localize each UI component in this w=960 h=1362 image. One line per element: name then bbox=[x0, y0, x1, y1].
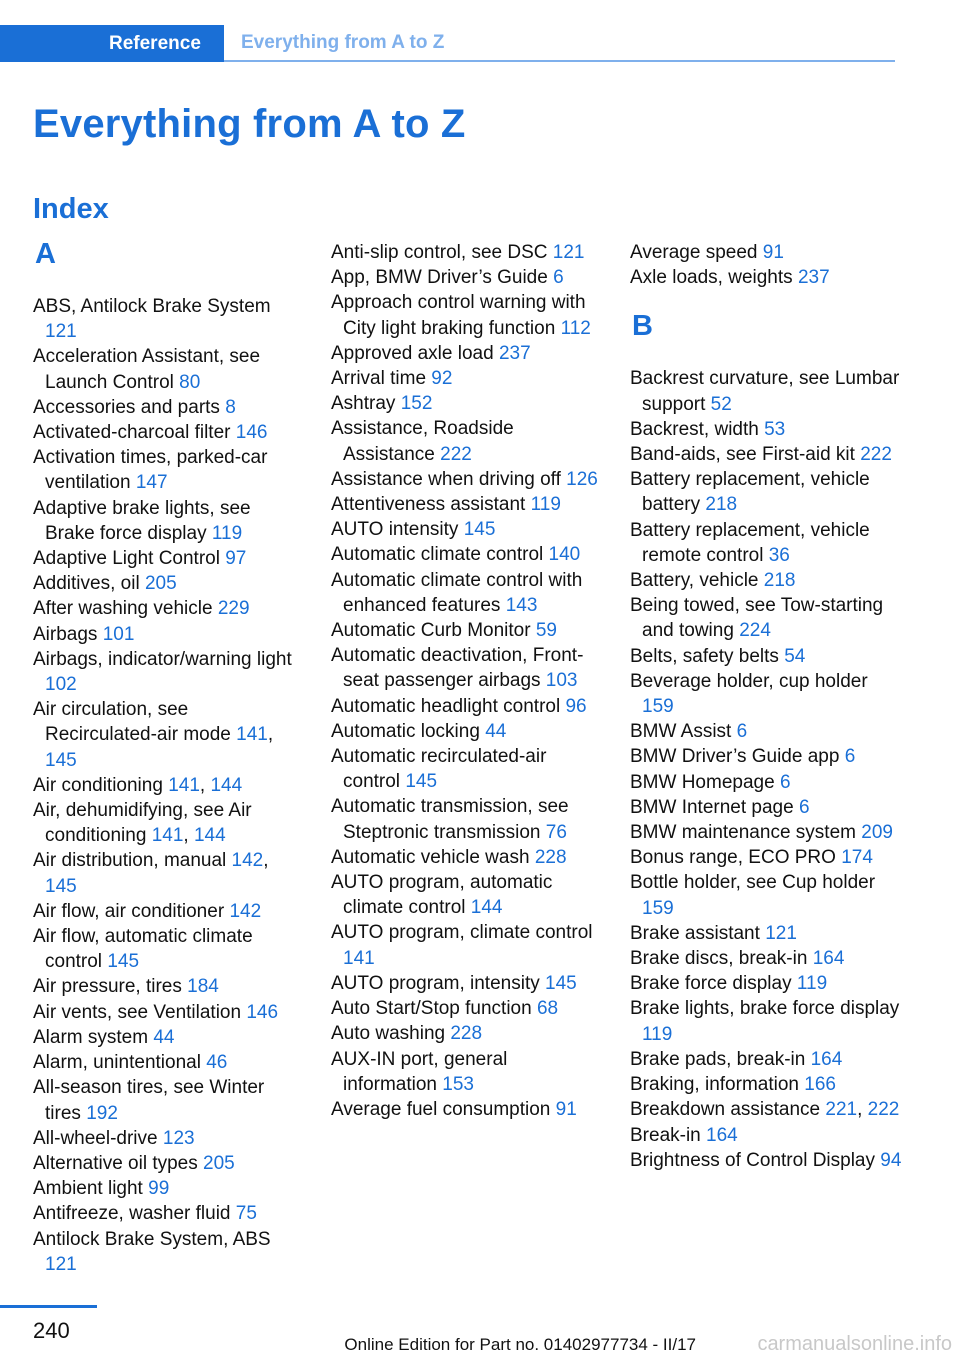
index-entry-term: Additives, oil bbox=[33, 573, 140, 595]
index-entry bbox=[630, 568, 902, 593]
index-entry bbox=[331, 996, 603, 1021]
index-entry bbox=[331, 744, 603, 794]
index-entry bbox=[33, 1025, 301, 1050]
page-link[interactable]: 153 bbox=[442, 1073, 474, 1095]
page-link[interactable]: 228 bbox=[534, 846, 567, 868]
page-link[interactable]: 141 bbox=[236, 724, 268, 746]
page-link[interactable]: 146 bbox=[235, 422, 268, 444]
index-entry-term: Attentiveness assistant bbox=[331, 494, 526, 516]
index-letter-a: A bbox=[35, 238, 56, 270]
index-entry-term: Air circulation, see Recirculated-air mode bbox=[33, 699, 231, 746]
index-entry bbox=[331, 517, 603, 542]
index-entry bbox=[630, 265, 902, 290]
page-link[interactable]: 121 bbox=[765, 922, 797, 944]
entry-list bbox=[630, 366, 902, 1173]
index-entry-term: Air distribution, manual bbox=[33, 850, 227, 872]
index-entry bbox=[33, 420, 301, 445]
index-entry bbox=[630, 518, 902, 568]
index-entry-term: BMW Internet page bbox=[630, 796, 794, 818]
index-entry-term: Air flow, air conditioner bbox=[33, 900, 225, 922]
index-entry bbox=[630, 467, 902, 517]
index-entry bbox=[33, 596, 301, 621]
page-link[interactable]: 224 bbox=[739, 620, 771, 642]
page-link[interactable]: 126 bbox=[566, 468, 598, 490]
page-link[interactable]: 147 bbox=[135, 472, 168, 494]
index-entry-term: Antilock Brake System, ABS bbox=[33, 1228, 271, 1250]
index-entry-term: Automatic Curb Monitor bbox=[331, 620, 531, 642]
page-link[interactable]: 145 bbox=[45, 749, 77, 771]
index-entry-term: Assistance when driving off bbox=[331, 468, 561, 490]
index-entry-term: Brightness of Control Display bbox=[630, 1149, 875, 1171]
index-entry bbox=[331, 391, 603, 416]
page-link[interactable]: 166 bbox=[804, 1074, 836, 1096]
index-entry bbox=[33, 344, 301, 394]
header-chapter-tab[interactable]: Everything from A to Z bbox=[224, 25, 895, 62]
index-entry bbox=[331, 265, 603, 290]
page-link[interactable]: 46 bbox=[206, 1052, 228, 1074]
page-link[interactable]: 99 bbox=[148, 1178, 170, 1200]
index-entry-term: Being towed, see Tow-starting and towing bbox=[630, 595, 884, 642]
index-entry bbox=[630, 669, 902, 719]
index-column-3 bbox=[630, 240, 902, 1173]
page-link[interactable]: 91 bbox=[762, 242, 784, 263]
page-link[interactable]: 97 bbox=[225, 548, 247, 570]
index-entry-term: Bottle holder, see Cup holder bbox=[630, 872, 876, 894]
index-entry-term: ABS, Antilock Brake System bbox=[33, 296, 271, 317]
index-entry-term: Approach control warning with City light braking function bbox=[331, 292, 586, 339]
index-entry: Air conditioning 141, 144 bbox=[33, 774, 243, 796]
index-entry bbox=[630, 921, 902, 946]
index-entry-term: Arrival time bbox=[331, 368, 427, 390]
page-link[interactable]: 123 bbox=[162, 1127, 195, 1149]
page-link[interactable]: 145 bbox=[545, 972, 577, 994]
index-entry-term: Acceleration Assistant, see Launch Control bbox=[33, 346, 261, 393]
index-entry bbox=[630, 795, 902, 820]
page-link[interactable]: 145 bbox=[405, 771, 438, 793]
index-entry bbox=[630, 971, 902, 996]
index-entry bbox=[331, 618, 603, 643]
page-link[interactable]: 52 bbox=[710, 393, 732, 415]
index-entry-term: Adaptive Light Control bbox=[33, 548, 220, 570]
index-entry-term: Air flow, automatic climate control bbox=[33, 926, 253, 973]
index-entry bbox=[331, 290, 603, 340]
index-entry-term: Ashtray bbox=[331, 393, 396, 415]
index-entry bbox=[33, 395, 301, 420]
page-link[interactable]: 44 bbox=[153, 1026, 175, 1048]
index-entry-term: Automatic climate control bbox=[331, 544, 544, 566]
index-entry-term: Average speed bbox=[630, 242, 758, 263]
index-entry-term: Alarm system bbox=[33, 1026, 149, 1048]
index-entry-term: Auto washing bbox=[331, 1023, 446, 1045]
index-entry bbox=[630, 1072, 902, 1097]
index-entry bbox=[630, 1148, 902, 1173]
index-entry bbox=[33, 546, 301, 571]
index-entry bbox=[331, 971, 603, 996]
index-entry bbox=[33, 1050, 301, 1075]
index-entry bbox=[33, 1126, 301, 1151]
index-entry-term: Automatic climate control with enhanced features bbox=[331, 569, 583, 616]
index-column-1 bbox=[33, 240, 301, 1277]
index-entry-term: After washing vehicle bbox=[33, 598, 213, 620]
index-entry: Air distribution, manual 142, 145 bbox=[33, 850, 269, 897]
index-entry bbox=[331, 870, 603, 920]
index-entry-term: Automatic recirculated-air control bbox=[331, 746, 547, 793]
index-entry bbox=[33, 571, 301, 596]
index-entry bbox=[630, 870, 902, 920]
footer-rule bbox=[0, 1305, 97, 1308]
index-entry bbox=[630, 719, 902, 744]
page-link[interactable]: 164 bbox=[810, 1048, 843, 1070]
index-entry-term: AUTO program, automatic climate control bbox=[331, 872, 553, 919]
index-entry-term: Break-in bbox=[630, 1124, 701, 1146]
index-letter-b: B bbox=[632, 310, 653, 343]
index-entry-term: Backrest, width bbox=[630, 418, 759, 440]
index-entry bbox=[630, 644, 902, 669]
page-link[interactable]: 222 bbox=[867, 1099, 900, 1121]
index-entry bbox=[33, 622, 301, 647]
page-link[interactable]: 228 bbox=[450, 1023, 483, 1045]
index-entry-term: Battery replacement, vehicle battery bbox=[630, 469, 870, 516]
index-entry-term: Brake discs, break-in bbox=[630, 948, 808, 970]
index-entry-term: Ambient light bbox=[33, 1178, 143, 1200]
index-entry-term: Braking, information bbox=[630, 1074, 799, 1096]
index-entry-term: Bonus range, ECO PRO bbox=[630, 847, 836, 869]
index-entry bbox=[331, 845, 603, 870]
entry-list bbox=[33, 294, 301, 1277]
index-entry bbox=[33, 924, 301, 974]
index-entry-term: Air conditioning bbox=[33, 774, 163, 796]
index-entry bbox=[331, 643, 603, 693]
page-link[interactable]: 6 bbox=[844, 746, 856, 768]
index-entry bbox=[331, 366, 603, 391]
index-entry bbox=[331, 719, 603, 744]
index-title: Index bbox=[33, 193, 109, 225]
page-link[interactable]: 6 bbox=[798, 796, 810, 818]
index-entry-term: BMW Driver’s Guide app bbox=[630, 746, 840, 768]
index-entry-term: Backrest curvature, see Lumbar support bbox=[630, 368, 900, 415]
index-entry bbox=[33, 1227, 301, 1277]
index-entry bbox=[331, 492, 603, 517]
page-title: Everything from A to Z bbox=[33, 102, 466, 146]
index-entry-term: Brake lights, brake force display bbox=[630, 998, 900, 1020]
index-entry-term: BMW Homepage bbox=[630, 771, 775, 793]
index-entry: Air, dehumidifying, see Air conditioning 141, 144 bbox=[33, 800, 252, 847]
page-link[interactable]: 101 bbox=[102, 623, 135, 645]
index-entry bbox=[331, 542, 603, 567]
index-entry bbox=[331, 1097, 603, 1122]
entry-list bbox=[331, 240, 603, 1122]
index-entry-term: AUTO program, climate control bbox=[331, 922, 593, 944]
page-link[interactable]: 144 bbox=[210, 774, 243, 796]
index-entry-term: AUTO intensity bbox=[331, 519, 459, 541]
page-link[interactable]: 119 bbox=[530, 494, 561, 516]
index-entry bbox=[630, 1123, 902, 1148]
index-entry: Air circulation, see Recirculated-air mode 141, 145 bbox=[33, 699, 274, 771]
index-entry bbox=[33, 1176, 301, 1201]
index-entry bbox=[33, 647, 301, 697]
index-entry bbox=[331, 1047, 603, 1097]
page-link[interactable]: 145 bbox=[463, 519, 496, 541]
page-link[interactable]: 164 bbox=[706, 1124, 738, 1146]
page-link[interactable]: 121 bbox=[45, 321, 77, 343]
page-link[interactable]: 152 bbox=[400, 393, 433, 415]
page-link[interactable]: 174 bbox=[841, 847, 873, 869]
index-column-2 bbox=[331, 240, 603, 1122]
index-entry bbox=[331, 694, 603, 719]
edition-note: Online Edition for Part no. 01402977734 - II/17 bbox=[344, 1335, 696, 1354]
index-entry bbox=[33, 1000, 301, 1025]
page-link[interactable]: 94 bbox=[880, 1149, 902, 1171]
index-entry-term: Air, dehumidifying, see Air conditioning bbox=[33, 800, 252, 847]
page-link[interactable]: 144 bbox=[470, 897, 503, 919]
page-link[interactable]: 144 bbox=[193, 825, 226, 847]
index-entry-term: Automatic deactivation, Front-seat passenger airbags bbox=[331, 645, 584, 692]
index-entry bbox=[331, 467, 603, 492]
index-entry bbox=[630, 366, 902, 416]
page-link[interactable]: 119 bbox=[796, 973, 828, 995]
page-link[interactable]: 6 bbox=[736, 721, 748, 743]
page-link[interactable]: 36 bbox=[768, 544, 790, 566]
page-link[interactable]: 68 bbox=[536, 998, 559, 1020]
index-entry bbox=[331, 568, 603, 618]
page-link[interactable]: 222 bbox=[440, 443, 472, 465]
index-entry-term: Beverage holder, cup holder bbox=[630, 670, 868, 692]
page-link[interactable]: 141 bbox=[151, 825, 184, 847]
page-link[interactable]: 218 bbox=[763, 570, 796, 592]
index-entry bbox=[630, 593, 902, 643]
page-link[interactable]: 141 bbox=[168, 774, 200, 796]
index-entry-term: Assistance, Roadside Assistance bbox=[331, 418, 514, 465]
index-entry bbox=[630, 770, 902, 795]
index-entry bbox=[331, 341, 603, 366]
page-link[interactable]: 92 bbox=[431, 368, 453, 390]
page-link[interactable]: 229 bbox=[217, 598, 250, 620]
index-entry-term: Airbags bbox=[33, 623, 98, 645]
index-entry-term: Automatic locking bbox=[331, 720, 480, 742]
index-entry-term: Axle loads, weights bbox=[630, 267, 793, 289]
index-entry-term: Band-aids, see First-aid kit bbox=[630, 444, 855, 466]
page-link[interactable]: 76 bbox=[545, 821, 567, 843]
index-entry-term: BMW maintenance system bbox=[630, 822, 856, 844]
page-link[interactable]: 237 bbox=[498, 342, 531, 364]
page-link[interactable]: 205 bbox=[144, 573, 177, 595]
watermark: carmanualsonline.info bbox=[757, 1333, 952, 1355]
page-link[interactable]: 96 bbox=[565, 695, 587, 717]
index-entry-term: Accessories and parts bbox=[33, 396, 220, 418]
page-link[interactable]: 222 bbox=[860, 444, 892, 466]
page-link[interactable]: 141 bbox=[343, 947, 375, 969]
index-entry-term: Air vents, see Ventilation bbox=[33, 1001, 242, 1023]
entry-list bbox=[630, 240, 902, 290]
index-entry-term: App, BMW Driver’s Guide bbox=[331, 267, 548, 289]
index-entry bbox=[630, 417, 902, 442]
index-entry bbox=[33, 1151, 301, 1176]
page-link[interactable]: 143 bbox=[505, 594, 538, 616]
index-entry-term: Belts, safety belts bbox=[630, 645, 779, 667]
index-entry-term: Air pressure, tires bbox=[33, 976, 182, 998]
index-entry bbox=[33, 445, 301, 495]
header-section-tab[interactable]: Reference bbox=[92, 25, 224, 62]
index-entry-term: Activation times, parked-car ventilation bbox=[33, 447, 268, 494]
index-entry-term: Airbags, indicator/warning light bbox=[33, 648, 292, 670]
index-entry-term: AUX-IN port, general information bbox=[331, 1048, 508, 1095]
index-entry bbox=[630, 820, 902, 845]
page-link[interactable]: 140 bbox=[548, 544, 581, 566]
index-entry bbox=[630, 744, 902, 769]
page-link[interactable]: 205 bbox=[203, 1152, 235, 1174]
index-entry-term: Alternative oil types bbox=[33, 1152, 198, 1174]
index-entry-term: All-season tires, see Winter tires bbox=[33, 1077, 265, 1124]
index-entry-term: Brake assistant bbox=[630, 922, 760, 944]
page-link[interactable]: 119 bbox=[642, 1023, 673, 1045]
page-link[interactable]: 145 bbox=[45, 875, 77, 897]
page-link[interactable]: 102 bbox=[45, 674, 77, 696]
index-entry-term: Antifreeze, washer fluid bbox=[33, 1203, 231, 1225]
index-entry-term: Automatic headlight control bbox=[331, 695, 561, 717]
index-entry: Breakdown assistance 221, 222 bbox=[630, 1099, 900, 1121]
index-entry bbox=[630, 946, 902, 971]
index-entry bbox=[331, 240, 603, 265]
page-link[interactable]: 59 bbox=[535, 620, 557, 642]
page-link[interactable]: 8 bbox=[225, 396, 236, 418]
index-entry-term: Brake force display bbox=[630, 973, 792, 995]
page-number: 240 bbox=[33, 1318, 70, 1343]
index-entry-term: AUTO program, intensity bbox=[331, 972, 540, 994]
index-entry bbox=[331, 920, 603, 970]
running-header bbox=[0, 25, 895, 62]
page-link[interactable]: 6 bbox=[553, 267, 564, 289]
page-link[interactable]: 192 bbox=[86, 1102, 118, 1124]
page-link[interactable]: 237 bbox=[797, 267, 830, 289]
index-entry-term: Breakdown assistance bbox=[630, 1099, 821, 1121]
index-entry bbox=[331, 1021, 603, 1046]
index-entry-term: All-wheel-drive bbox=[33, 1127, 158, 1149]
page-link[interactable]: 159 bbox=[642, 897, 674, 919]
index-entry-term: Automatic transmission, see Steptronic transmission bbox=[331, 796, 569, 843]
index-entry-term: Battery, vehicle bbox=[630, 570, 759, 592]
index-entry-term: Approved axle load bbox=[331, 342, 494, 364]
page-link[interactable]: 146 bbox=[246, 1001, 279, 1023]
index-entry-term: BMW Assist bbox=[630, 721, 732, 743]
page-link[interactable]: 209 bbox=[861, 822, 893, 844]
index-entry bbox=[630, 996, 902, 1046]
page-link[interactable]: 6 bbox=[779, 771, 791, 793]
index-entry-term: Automatic vehicle wash bbox=[331, 846, 530, 868]
page-link[interactable]: 142 bbox=[231, 850, 264, 872]
index-entry bbox=[33, 294, 301, 344]
page-link[interactable]: 75 bbox=[235, 1203, 257, 1225]
index-entry-term: Battery replacement, vehicle remote control bbox=[630, 519, 870, 566]
page-link[interactable]: 164 bbox=[812, 948, 845, 970]
index-entry-term: Average fuel consumption bbox=[331, 1098, 551, 1120]
index-entry-term: Adaptive brake lights, see Brake force display bbox=[33, 497, 251, 544]
index-entry-term: Alarm, unintentional bbox=[33, 1052, 201, 1074]
page-link[interactable]: 159 bbox=[642, 696, 674, 718]
page-link[interactable]: 54 bbox=[784, 645, 806, 667]
page-link[interactable]: 112 bbox=[560, 317, 591, 339]
page-link[interactable]: 91 bbox=[555, 1098, 577, 1120]
page-link[interactable]: 145 bbox=[107, 951, 140, 973]
index-entry bbox=[630, 240, 902, 265]
index-entry bbox=[33, 1075, 301, 1125]
page-link[interactable]: 121 bbox=[552, 242, 585, 263]
page-link[interactable]: 221 bbox=[825, 1099, 858, 1121]
page-link[interactable]: 184 bbox=[187, 976, 219, 998]
index-entry bbox=[630, 1047, 902, 1072]
page-link[interactable]: 53 bbox=[764, 418, 786, 440]
page-link[interactable]: 218 bbox=[705, 494, 738, 516]
index-entry bbox=[33, 974, 301, 999]
index-entry-term: Brake pads, break-in bbox=[630, 1048, 806, 1070]
page-link[interactable]: 103 bbox=[545, 670, 578, 692]
index-entry bbox=[630, 845, 902, 870]
index-entry-term: Auto Start/Stop function bbox=[331, 998, 532, 1020]
page-link[interactable]: 121 bbox=[45, 1253, 77, 1275]
index-entry bbox=[33, 496, 301, 546]
page-link[interactable]: 44 bbox=[485, 720, 507, 742]
header-accent-bar bbox=[0, 25, 92, 62]
page-link[interactable]: 142 bbox=[229, 900, 262, 922]
index-entry-term: Anti-slip control, see DSC bbox=[331, 242, 548, 263]
index-entry-term: Activated-charcoal filter bbox=[33, 422, 231, 444]
index-entry bbox=[33, 1201, 301, 1226]
index-entry bbox=[33, 899, 301, 924]
page-link[interactable]: 80 bbox=[179, 371, 201, 393]
index-entry bbox=[331, 416, 603, 466]
index-entry bbox=[630, 442, 902, 467]
page-link[interactable]: 119 bbox=[211, 522, 243, 544]
index-entry bbox=[331, 794, 603, 844]
